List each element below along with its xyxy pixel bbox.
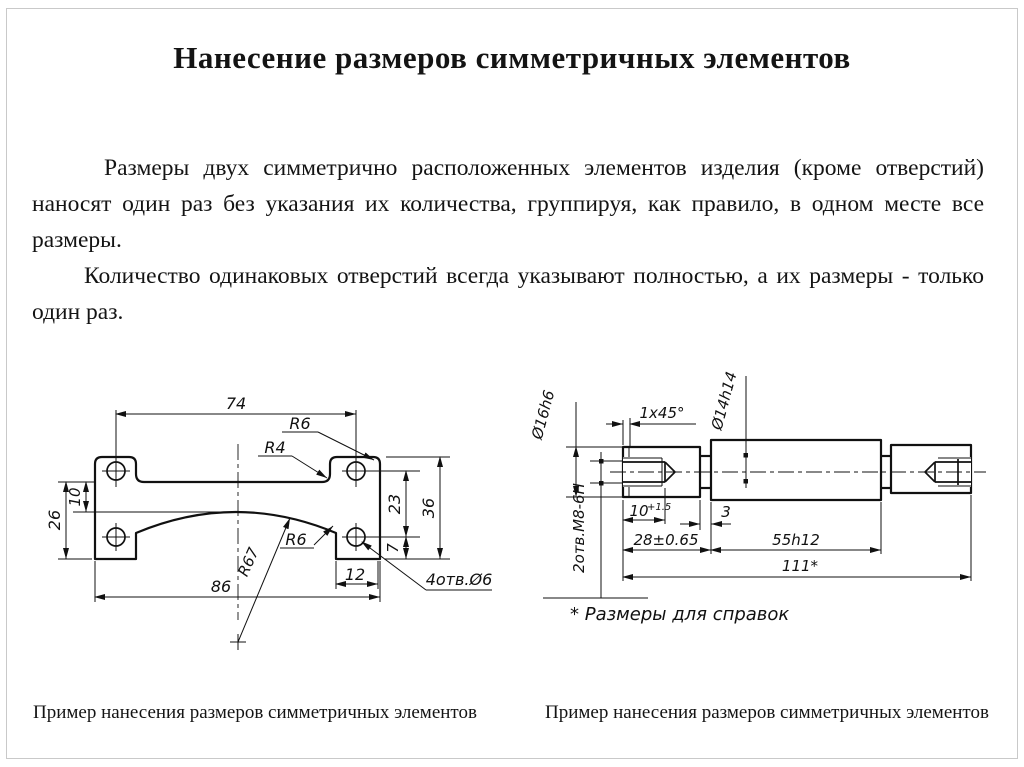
dim-label-12: 12 bbox=[344, 565, 366, 584]
dim-label-3: 3 bbox=[721, 503, 731, 521]
dim-label-10: 10 bbox=[66, 487, 84, 507]
dim-label-10-tolerance: +1.5 bbox=[647, 502, 672, 513]
dim-label-7: 7 bbox=[384, 543, 402, 553]
dim-label-10: 10 bbox=[629, 502, 649, 520]
dim-label-23: 23 bbox=[385, 493, 404, 515]
dim-label-55: 55h12 bbox=[772, 531, 820, 549]
shaft-drawing bbox=[528, 360, 1008, 660]
shaft-body bbox=[610, 440, 986, 500]
dimension-lines bbox=[543, 376, 971, 598]
radius-label-r6-inner: R6 bbox=[285, 530, 307, 549]
paragraph-rule-2: Количество одинаковых отверстий всегда указывают полностью, а их размеры - только один раз. bbox=[32, 263, 984, 325]
dim-label-dia14: Ø14h14 bbox=[707, 369, 741, 432]
dim-label-28: 28±0.65 bbox=[633, 531, 699, 549]
reference-note: * Размеры для справок bbox=[570, 604, 790, 625]
dim-label-74: 74 bbox=[225, 394, 247, 413]
dimension-labels bbox=[45, 394, 492, 596]
dim-label-dia16: Ø16h6 bbox=[528, 388, 559, 442]
holes-count-note: 4отв.Ø6 bbox=[425, 570, 493, 589]
radius-label-r4: R4 bbox=[264, 438, 286, 457]
dim-label-111: 111* bbox=[781, 557, 819, 575]
plate-holes bbox=[102, 410, 420, 551]
plate-outline bbox=[95, 457, 380, 559]
caption-left: Пример нанесения размеров симметричных элементов bbox=[33, 702, 477, 723]
dim-label-36: 36 bbox=[419, 497, 438, 519]
plate-drawing bbox=[28, 372, 498, 672]
dim-label-86: 86 bbox=[210, 577, 232, 596]
thread-note-label: 2отв.М8-6Н bbox=[570, 483, 588, 573]
center-lines bbox=[73, 444, 246, 650]
body-text bbox=[32, 150, 984, 330]
dim-label-26: 26 bbox=[45, 509, 64, 531]
paragraph-rule-1: Размеры двух симметрично расположенных элементов изделия (кроме отверстий) наносят один раз без указания их количества, группируя, как правило, в одном месте все размеры. bbox=[32, 155, 984, 253]
page-title: Нанесение размеров симметричных элементов bbox=[173, 40, 851, 75]
radius-label-r6-top: R6 bbox=[289, 414, 311, 433]
chamfer-label: 1x45° bbox=[639, 404, 685, 422]
radius-label-r67: R67 bbox=[234, 544, 263, 580]
caption-right: Пример нанесения размеров симметричных элементов bbox=[545, 702, 989, 723]
